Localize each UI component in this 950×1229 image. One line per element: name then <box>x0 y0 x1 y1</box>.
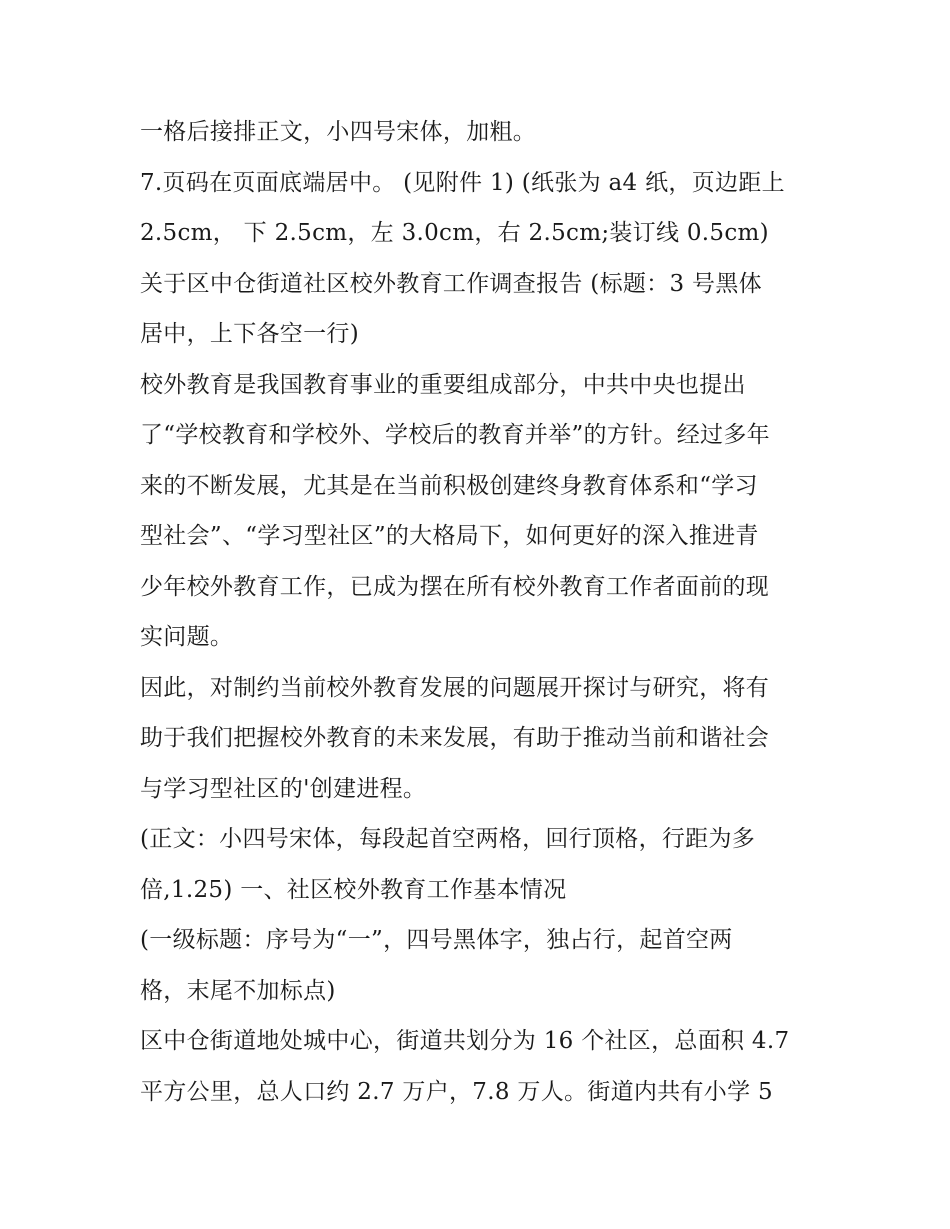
text-line-5: 居中，上下各空一行) <box>140 321 359 347</box>
text-line-13: 助于我们把握校外教育的未来发展，有助于推动当前和谐社会 <box>140 725 770 751</box>
text-line-10: 少年校外教育工作，已成为摆在所有校外教育工作者面前的现 <box>140 573 770 600</box>
text-line-2: 7.页码在页面底端居中。 (见附件 1) (纸张为 a4 纸，页边距上 <box>140 169 785 196</box>
text-line-12: 因此，对制约当前校外教育发展的问题展开探讨与研究，将有 <box>140 674 770 701</box>
text-line-1: 一格后接排正文，小四号宋体，加粗。 <box>140 119 537 145</box>
text-line-8: 来的不断发展，尤其是在当前积极创建终身教育体系和“学习 <box>140 472 758 499</box>
text-line-19: 区中仓街道地处城中心，街道共划分为 16 个社区，总面积 4.7 <box>140 1028 790 1054</box>
text-line-14: 与学习型社区的'创建进程。 <box>140 775 427 802</box>
text-line-17: (一级标题：序号为“一”，四号黑体字，独占行，起首空两 <box>140 927 733 953</box>
text-line-15: (正文：小四号宋体，每段起首空两格，回行顶格，行距为多 <box>140 826 756 852</box>
text-line-7: 了“学校教育和学校外、学校后的教育并举”的方针。经过多年 <box>140 422 770 448</box>
text-line-6: 校外教育是我国教育事业的重要组成部分，中共中央也提出 <box>140 371 746 398</box>
text-line-16: 倍,1.25) 一、社区校外教育工作基本情况 <box>140 876 567 903</box>
text-line-18: 格，末尾不加标点) <box>140 977 336 1004</box>
text-line-11: 实问题。 <box>140 624 234 650</box>
body-text <box>140 107 820 1117</box>
text-line-3: 2.5cm， 下 2.5cm，左 3.0cm，右 2.5cm;装订线 0.5cm) <box>140 220 769 246</box>
text-line-9: 型社会”、“学习型社区”的大格局下，如何更好的深入推进青 <box>140 523 759 549</box>
text-line-4: 关于区中仓街道社区校外教育工作调查报告 (标题：3 号黑体 <box>140 270 762 297</box>
text-line-20: 平方公里，总人口约 2.7 万户，7.8 万人。街道内共有小学 5 <box>140 1078 773 1105</box>
